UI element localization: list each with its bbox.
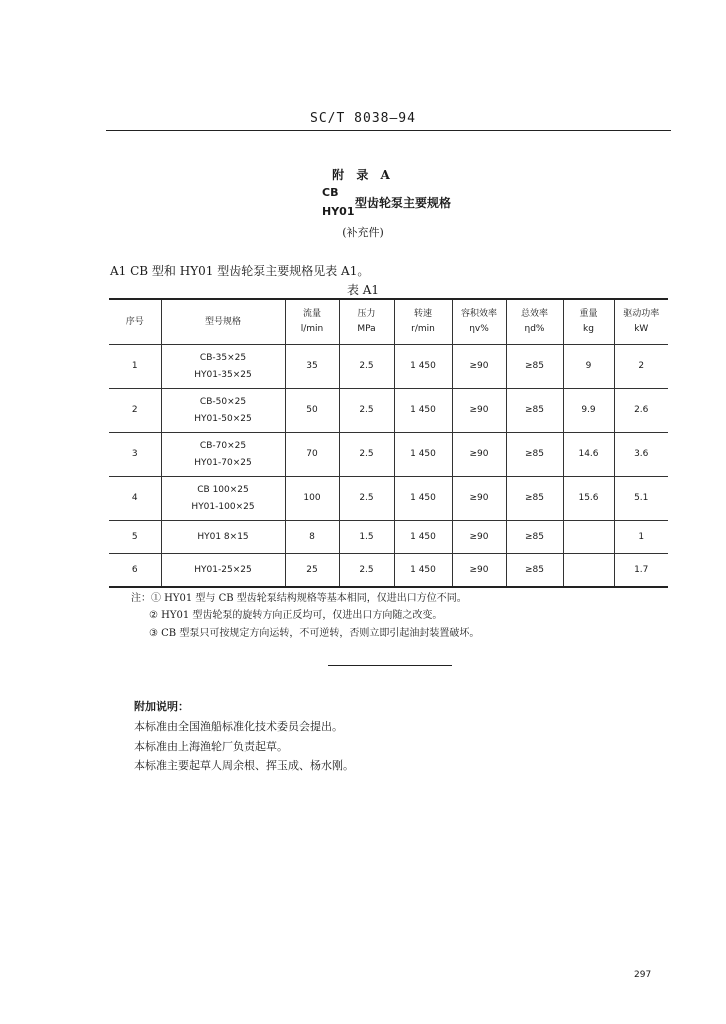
cell-no: 6 xyxy=(109,554,161,588)
cell-flow: 35 xyxy=(285,345,339,389)
cell-model xyxy=(161,345,285,389)
model-code: CB-50×25 xyxy=(199,396,247,407)
pump-type-cb: CB xyxy=(322,186,339,199)
cell-no: 4 xyxy=(109,477,161,521)
pump-type-hy01: HY01 xyxy=(322,205,355,218)
cell-model xyxy=(161,477,285,521)
cell-pressure: 1.5 xyxy=(339,521,394,554)
header-flow xyxy=(285,299,339,345)
model-code: HY01-100×25 xyxy=(191,501,255,512)
cell-speed: 1 450 xyxy=(394,477,452,521)
table-caption: 表 A1 xyxy=(346,283,380,297)
cell-speed: 1 450 xyxy=(394,389,452,433)
header-pressure xyxy=(339,299,394,345)
table-row xyxy=(109,554,668,588)
cell-weight xyxy=(563,521,614,554)
table-row xyxy=(109,477,668,521)
cell-flow: 25 xyxy=(285,554,339,588)
header-text: 重量 xyxy=(579,309,598,319)
table-note-3: ③ CB 型泵只可按规定方向运转，不可逆转，否则立即引起油封装置破坏。 xyxy=(149,628,480,639)
cell-no: 2 xyxy=(109,389,161,433)
cell-power: 1 xyxy=(614,521,668,554)
model-code: HY01-35×25 xyxy=(194,369,252,380)
header-unit: l/min xyxy=(300,324,324,334)
model-code: HY01 8×15 xyxy=(197,531,249,542)
cell-weight: 9 xyxy=(563,345,614,389)
cell-pressure: 2.5 xyxy=(339,554,394,588)
model-code: CB-70×25 xyxy=(199,440,247,451)
model-code: HY01-50×25 xyxy=(194,413,252,424)
cell-total-eff: ≥85 xyxy=(506,433,563,477)
appendix-subtitle: 型齿轮泵主要规格 xyxy=(355,196,452,210)
cell-flow: 70 xyxy=(285,433,339,477)
header-no xyxy=(109,299,161,345)
cell-no: 5 xyxy=(109,521,161,554)
header-vol-eff xyxy=(452,299,506,345)
cell-no: 1 xyxy=(109,345,161,389)
cell-pressure: 2.5 xyxy=(339,477,394,521)
additional-note-line: 本标准主要起草人周余根、挥玉成、杨水刚。 xyxy=(134,759,354,772)
end-divider xyxy=(328,665,452,666)
cell-total-eff: ≥85 xyxy=(506,521,563,554)
cell-flow: 100 xyxy=(285,477,339,521)
cell-flow: 50 xyxy=(285,389,339,433)
table-row xyxy=(109,521,668,554)
header-divider xyxy=(106,130,671,131)
cell-weight xyxy=(563,554,614,588)
header-text: 流量 xyxy=(302,309,321,319)
header-text: 序号 xyxy=(125,316,144,327)
cell-model xyxy=(161,389,285,433)
additional-notes-title: 附加说明： xyxy=(134,700,189,713)
cell-model xyxy=(161,433,285,477)
header-weight xyxy=(563,299,614,345)
cell-power: 3.6 xyxy=(614,433,668,477)
header-text: 压力 xyxy=(357,309,376,319)
table-note-1: 注：① HY01 型与 CB 型齿轮泵结构规格等基本相同，仅进出口方位不同。 xyxy=(131,593,467,604)
model-code: HY01-70×25 xyxy=(194,457,252,468)
cell-model xyxy=(161,521,285,554)
table-row xyxy=(109,345,668,389)
cell-flow: 8 xyxy=(285,521,339,554)
table-row xyxy=(109,389,668,433)
model-code: HY01-25×25 xyxy=(194,564,252,575)
cell-speed: 1 450 xyxy=(394,345,452,389)
cell-power: 5.1 xyxy=(614,477,668,521)
header-text: 驱动功率 xyxy=(623,309,660,319)
header-text: 容积效率 xyxy=(460,309,497,319)
additional-note-line: 本标准由全国渔船标准化技术委员会提出。 xyxy=(134,720,343,733)
header-unit: MPa xyxy=(357,324,376,334)
header-unit: ηv% xyxy=(469,324,489,334)
cell-power: 1.7 xyxy=(614,554,668,588)
appendix-title: 附 录 A xyxy=(332,168,394,182)
standard-code: SC/T 8038—94 xyxy=(310,111,416,126)
cell-weight: 9.9 xyxy=(563,389,614,433)
cell-power: 2 xyxy=(614,345,668,389)
model-code: CB-35×25 xyxy=(199,352,247,363)
cell-weight: 15.6 xyxy=(563,477,614,521)
cell-weight: 14.6 xyxy=(563,433,614,477)
model-code: CB 100×25 xyxy=(197,484,249,495)
cell-vol-eff: ≥90 xyxy=(452,433,506,477)
table-note-2: ② HY01 型齿轮泵的旋转方向正反均可，仅进出口方向随之改变。 xyxy=(149,610,443,621)
additional-note-line: 本标准由上海渔轮厂负责起草。 xyxy=(134,740,288,753)
header-power xyxy=(614,299,668,345)
cell-vol-eff: ≥90 xyxy=(452,389,506,433)
cell-vol-eff: ≥90 xyxy=(452,345,506,389)
intro-paragraph: A1 CB 型和 HY01 型齿轮泵主要规格见表 A1。 xyxy=(110,264,370,278)
supplement-label: (补充件) xyxy=(342,226,384,239)
cell-total-eff: ≥85 xyxy=(506,389,563,433)
cell-total-eff: ≥85 xyxy=(506,554,563,588)
spec-table xyxy=(109,298,668,588)
header-text: 型号规格 xyxy=(204,316,241,327)
cell-pressure: 2.5 xyxy=(339,389,394,433)
table-header-row xyxy=(109,299,668,345)
cell-speed: 1 450 xyxy=(394,433,452,477)
cell-total-eff: ≥85 xyxy=(506,477,563,521)
header-text: 转速 xyxy=(413,309,432,319)
cell-speed: 1 450 xyxy=(394,554,452,588)
header-unit: kW xyxy=(634,324,649,334)
cell-model xyxy=(161,554,285,588)
cell-speed: 1 450 xyxy=(394,521,452,554)
cell-vol-eff: ≥90 xyxy=(452,554,506,588)
header-text: 总效率 xyxy=(520,309,548,319)
cell-pressure: 2.5 xyxy=(339,433,394,477)
table-row xyxy=(109,433,668,477)
header-unit: r/min xyxy=(411,324,435,334)
cell-vol-eff: ≥90 xyxy=(452,477,506,521)
header-model xyxy=(161,299,285,345)
header-speed xyxy=(394,299,452,345)
cell-pressure: 2.5 xyxy=(339,345,394,389)
cell-total-eff: ≥85 xyxy=(506,345,563,389)
cell-no: 3 xyxy=(109,433,161,477)
page-number: 297 xyxy=(634,970,652,980)
header-unit: ηd% xyxy=(524,324,545,334)
cell-power: 2.6 xyxy=(614,389,668,433)
header-total-eff xyxy=(506,299,563,345)
header-unit: kg xyxy=(583,324,594,334)
cell-vol-eff: ≥90 xyxy=(452,521,506,554)
